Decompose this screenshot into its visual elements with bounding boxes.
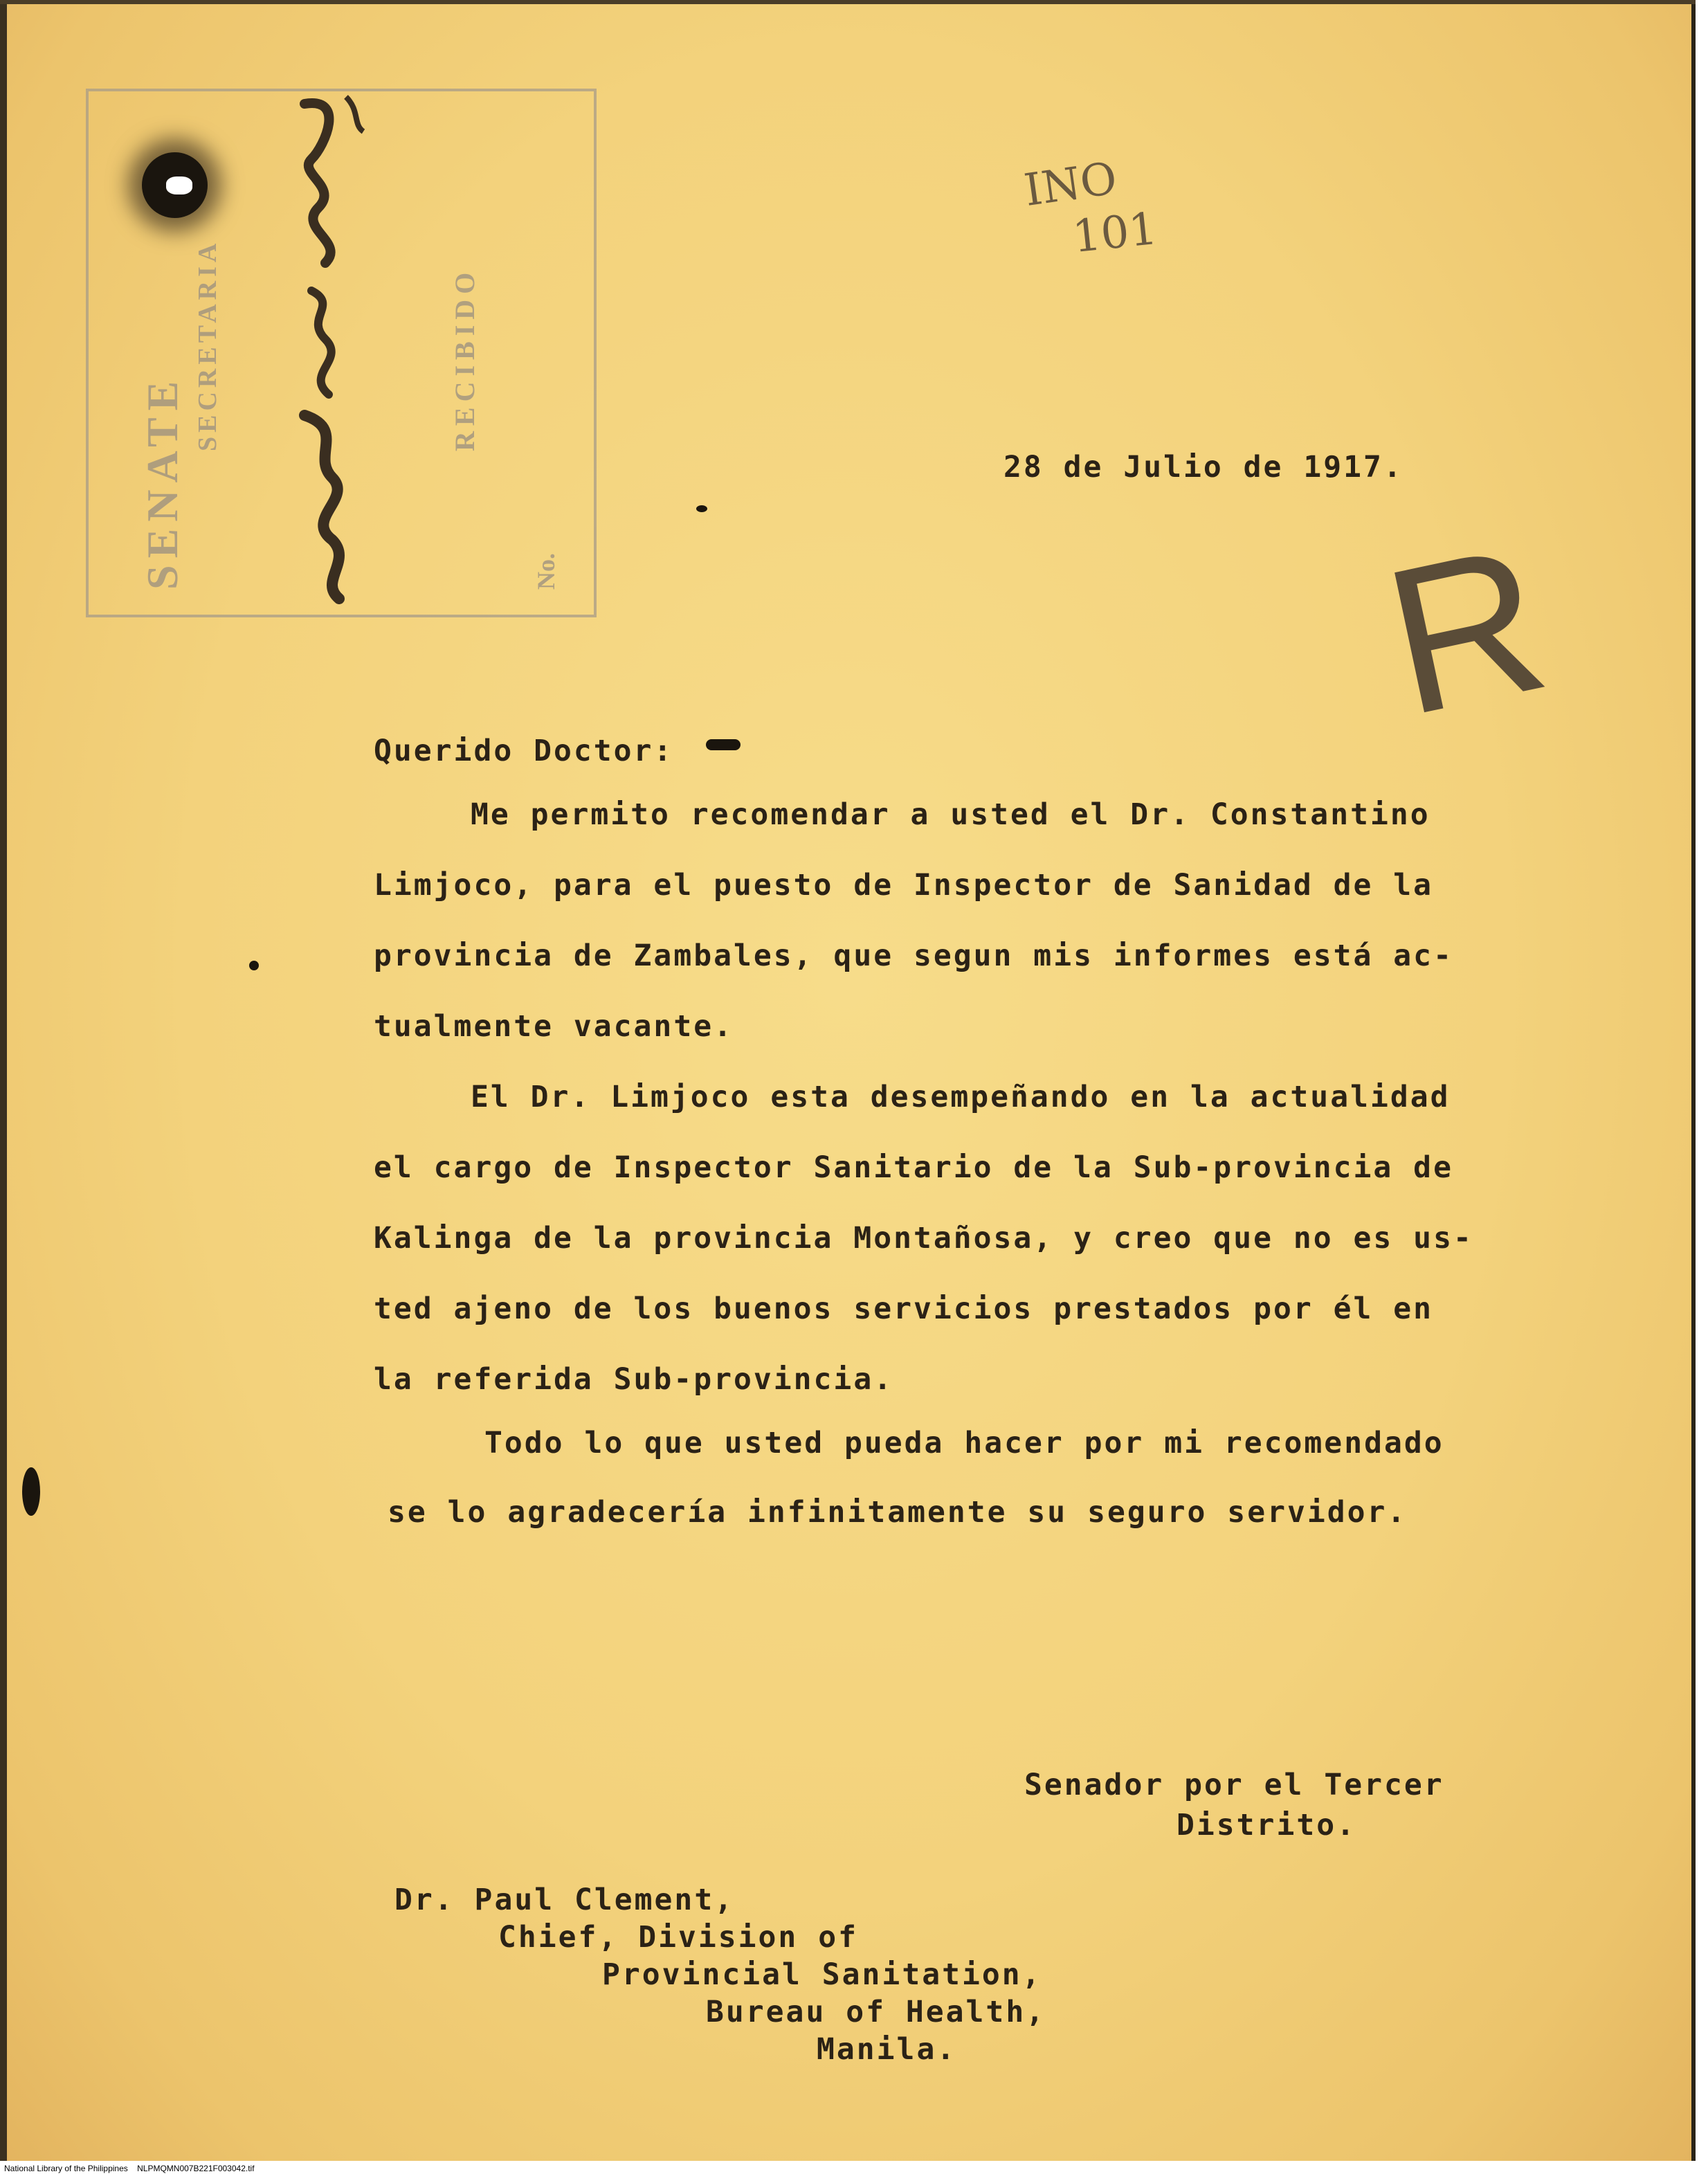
ink-speck-margin xyxy=(249,961,259,970)
punch-hole xyxy=(166,176,192,194)
pencil-note-101: 101 xyxy=(1070,203,1160,264)
paragraph-2-line-1: El Dr. Limjoco esta desempeñando en la actualidad xyxy=(471,1080,1451,1114)
pencil-mark-r: R xyxy=(1368,500,1564,759)
stamp-line-recibido: RECIBIDO xyxy=(449,266,480,451)
paragraph-1-line-2: Limjoco, para el puesto de Inspector de Sanidad de la xyxy=(374,868,1434,903)
recipient-line-1: Dr. Paul Clement, xyxy=(394,1883,735,1917)
ink-spot-left xyxy=(22,1467,40,1516)
paragraph-2-line-4: ted ajeno de los buenos servicios prestados por él en xyxy=(374,1292,1434,1326)
paragraph-2-line-2: el cargo de Inspector Sanitario de la Sub-provincia de xyxy=(374,1150,1453,1185)
paragraph-2-line-3: Kalinga de la provincia Montañosa, y creo que no es us- xyxy=(374,1221,1473,1256)
recipient-line-4: Bureau of Health, xyxy=(706,1995,1046,2029)
scan-footer xyxy=(4,2164,255,2173)
scan-edge-left xyxy=(0,0,7,2161)
ink-speck-salutation xyxy=(706,739,741,750)
paragraph-2-line-5: la referida Sub-provincia. xyxy=(374,1362,894,1397)
paragraph-1-line-3: provincia de Zambales, que segun mis informes está ac- xyxy=(374,939,1453,973)
letter-date: 28 de Julio de 1917. xyxy=(1003,450,1403,484)
footer-file-id: NLPMQMN007B221F003042.tif xyxy=(137,2164,255,2173)
stamp-line-secretaria: SECRETARIA xyxy=(193,239,222,451)
recipient-line-5: Manila. xyxy=(817,2032,957,2067)
pencil-note-ino: INO xyxy=(1021,153,1120,217)
stamp-line-no: No. xyxy=(532,553,560,590)
ink-speck-top xyxy=(696,505,707,512)
scan-edge-top xyxy=(0,0,1696,4)
paragraph-3-line-1: Todo lo que usted pueda hacer por mi recomendado xyxy=(484,1426,1444,1460)
recipient-line-2: Chief, Division of xyxy=(498,1920,858,1955)
paragraph-3-line-2: se lo agradecería infinitamente su seguro servidor. xyxy=(388,1495,1408,1530)
closing-line-1: Senador por el Tercer xyxy=(1024,1768,1444,1802)
paragraph-1-line-4: tualmente vacante. xyxy=(374,1009,734,1044)
footer-credit: National Library of the Philippines xyxy=(4,2164,128,2173)
recipient-line-3: Provincial Sanitation, xyxy=(602,1957,1042,1992)
letter-salutation: Querido Doctor: xyxy=(374,734,674,768)
paragraph-1-line-1: Me permito recomendar a usted el Dr. Constantino xyxy=(471,797,1430,832)
handwritten-signature xyxy=(263,83,388,609)
stamp-line-senate: SENATE xyxy=(138,374,187,590)
closing-line-2: Distrito. xyxy=(1176,1808,1356,1842)
